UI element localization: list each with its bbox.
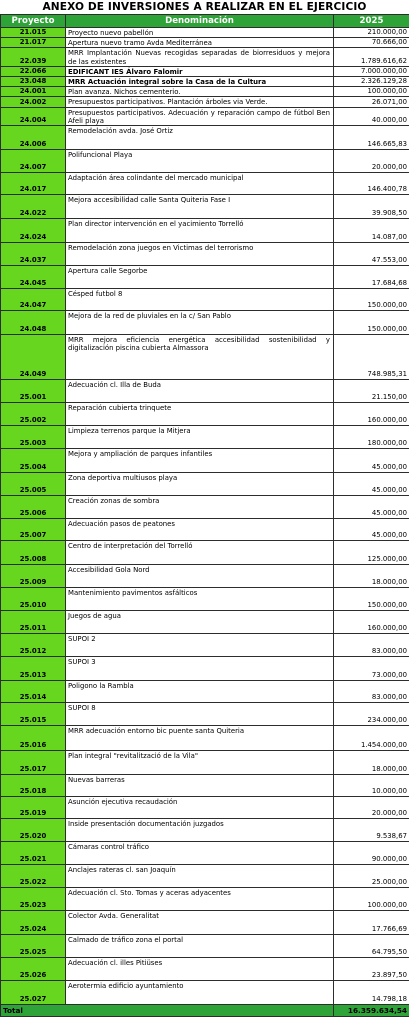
description-cell: Poligono la Rambla	[66, 681, 334, 703]
project-id-cell: 22.039	[1, 48, 66, 66]
amount-cell: 90.000,00	[334, 842, 409, 865]
amount-cell: 25.000,00	[334, 865, 409, 888]
table-row	[1, 473, 409, 496]
table-row	[1, 449, 409, 473]
table-row	[1, 426, 409, 449]
project-id-cell: 25.014	[1, 681, 66, 703]
table-row	[1, 195, 409, 219]
description-cell: Adecuación cl. Sto. Tomas y aceras adyacentes	[66, 888, 334, 911]
amount-cell: 1.454.000,00	[334, 726, 409, 751]
table-row	[1, 865, 409, 888]
project-id-cell: 24.007	[1, 150, 66, 173]
project-id-cell: 22.066	[1, 66, 66, 76]
table-row	[1, 519, 409, 541]
description-cell: Mejora de la red de pluviales en la c/ San Pablo	[66, 311, 334, 335]
description-cell: MRR Actuación integral sobre la Casa de la Cultura	[66, 77, 334, 87]
project-id-cell: 25.026	[1, 958, 66, 981]
description-cell: MRR adecuación entorno bic puente santa Quiteria	[66, 726, 334, 751]
table-row	[1, 958, 409, 981]
description-cell: Adaptación área colindante del mercado municipal	[66, 173, 334, 195]
table-row	[1, 819, 409, 842]
project-id-cell: 24.047	[1, 289, 66, 311]
description-cell: Mejora y ampliación de parques infantiles	[66, 449, 334, 473]
description-cell: Centro de interpretación del Torrelló	[66, 541, 334, 565]
description-cell: Presupuestos participativos. Plantación árboles via Verde.	[66, 97, 334, 107]
project-id-cell: 25.022	[1, 865, 66, 888]
project-id-cell: 24.049	[1, 335, 66, 380]
amount-cell: 125.000,00	[334, 541, 409, 565]
description-cell: Mejora accesibilidad calle Santa Quiteria Fase I	[66, 195, 334, 219]
project-id-cell: 24.022	[1, 195, 66, 219]
table-row	[1, 97, 409, 107]
amount-cell: 83.000,00	[334, 681, 409, 703]
amount-cell: 234.000,00	[334, 703, 409, 726]
amount-cell: 17.766,69	[334, 911, 409, 935]
table-row	[1, 888, 409, 911]
project-id-cell: 24.004	[1, 107, 66, 125]
table-row	[1, 496, 409, 519]
table-row	[1, 243, 409, 266]
project-id-cell: 21.015	[1, 28, 66, 38]
amount-cell: 73.000,00	[334, 657, 409, 681]
project-id-cell: 25.021	[1, 842, 66, 865]
description-cell: Calmado de tráfico zona el portal	[66, 935, 334, 958]
description-cell: Presupuestos participativos. Adecuación y reparación campo de fútbol Ben Afeli playa	[66, 107, 334, 125]
project-id-cell: 24.006	[1, 126, 66, 150]
amount-cell: 100.000,00	[334, 87, 409, 97]
amount-cell: 150.000,00	[334, 289, 409, 311]
amount-cell: 20.000,00	[334, 797, 409, 819]
amount-cell: 2.326.129,28	[334, 77, 409, 87]
amount-cell: 26.071,00	[334, 97, 409, 107]
amount-cell: 45.000,00	[334, 519, 409, 541]
table-row	[1, 842, 409, 865]
description-cell: Colector Avda. Generalitat	[66, 911, 334, 935]
amount-cell: 17.684,68	[334, 266, 409, 289]
amount-cell: 23.897,50	[334, 958, 409, 981]
description-cell: EDIFICANT IES Álvaro Falomir	[66, 66, 334, 76]
table-row	[1, 775, 409, 797]
description-cell: Mantenimiento pavimentos asfálticos	[66, 588, 334, 611]
project-id-cell: 25.015	[1, 703, 66, 726]
header-year: 2025	[334, 15, 409, 28]
project-id-cell: 25.020	[1, 819, 66, 842]
description-cell: Plan avanza. Nichos cementerio.	[66, 87, 334, 97]
table-row	[1, 541, 409, 565]
description-cell: Proyecto nuevo pabellón	[66, 28, 334, 38]
amount-cell: 9.538,67	[334, 819, 409, 842]
description-cell: Asunción ejecutiva recaudación	[66, 797, 334, 819]
description-cell: Apertura nuevo tramo Avda Mediterránea	[66, 38, 334, 48]
description-cell: Zona deportiva multiusos playa	[66, 473, 334, 496]
description-cell: SUPOI 8	[66, 703, 334, 726]
table-row	[1, 28, 409, 38]
project-id-cell: 21.017	[1, 38, 66, 48]
amount-cell: 70.666,00	[334, 38, 409, 48]
amount-cell: 18.000,00	[334, 751, 409, 775]
description-cell: Anclajes rateras cl. san Joaquín	[66, 865, 334, 888]
description-cell: Juegos de agua	[66, 611, 334, 634]
amount-cell: 10.000,00	[334, 775, 409, 797]
description-cell: MRR Implantación Nuevas recogidas separadas de biorresiduos y mejora de las existentes	[66, 48, 334, 66]
amount-cell: 146.400,78	[334, 173, 409, 195]
project-id-cell: 25.017	[1, 751, 66, 775]
amount-cell: 7.000.000,00	[334, 66, 409, 76]
project-id-cell: 25.019	[1, 797, 66, 819]
project-id-cell: 24.001	[1, 87, 66, 97]
description-cell: Creación zonas de sombra	[66, 496, 334, 519]
project-id-cell: 25.023	[1, 888, 66, 911]
table-row	[1, 797, 409, 819]
amount-cell: 1.789.616,62	[334, 48, 409, 66]
total-label: Total	[1, 1005, 334, 1017]
description-cell: Accesibilidad Gola Nord	[66, 565, 334, 588]
project-id-cell: 25.007	[1, 519, 66, 541]
description-cell: Reparación cubierta trinquete	[66, 403, 334, 426]
table-row	[1, 150, 409, 173]
description-cell: SUPOI 3	[66, 657, 334, 681]
amount-cell: 40.000,00	[334, 107, 409, 125]
document-title: ANEXO DE INVERSIONES A REALIZAR EN EL EJERCICIO	[42, 1, 367, 13]
table-footer	[1, 1005, 409, 1017]
amount-cell: 14.798,18	[334, 981, 409, 1005]
amount-cell: 18.000,00	[334, 565, 409, 588]
table-row	[1, 634, 409, 657]
amount-cell: 64.795,50	[334, 935, 409, 958]
amount-cell: 210.000,00	[334, 28, 409, 38]
description-cell: MRR mejora eficiencia energética accesibilidad sostenibilidad y digitalización piscina cubierta Almassora	[66, 335, 334, 380]
table-row	[1, 751, 409, 775]
description-cell: Apertura calle Segorbe	[66, 266, 334, 289]
amount-cell: 45.000,00	[334, 449, 409, 473]
project-id-cell: 25.002	[1, 403, 66, 426]
investment-table	[0, 14, 409, 1017]
project-id-cell: 25.011	[1, 611, 66, 634]
project-id-cell: 24.024	[1, 219, 66, 243]
total-row	[1, 1005, 409, 1017]
amount-cell: 748.985,31	[334, 335, 409, 380]
project-id-cell: 25.003	[1, 426, 66, 449]
amount-cell: 160.000,00	[334, 403, 409, 426]
description-cell: Cámaras control tráfico	[66, 842, 334, 865]
table-row	[1, 611, 409, 634]
amount-cell: 45.000,00	[334, 473, 409, 496]
amount-cell: 150.000,00	[334, 588, 409, 611]
project-id-cell: 24.002	[1, 97, 66, 107]
description-cell: Adecuación cl. illes Pitiüses	[66, 958, 334, 981]
table-row	[1, 911, 409, 935]
project-id-cell: 25.012	[1, 634, 66, 657]
amount-cell: 150.000,00	[334, 311, 409, 335]
table-row	[1, 266, 409, 289]
amount-cell: 83.000,00	[334, 634, 409, 657]
header-description: Denominación	[66, 15, 334, 28]
amount-cell: 47.553,00	[334, 243, 409, 266]
description-cell: Limpieza terrenos parque la Mitjera	[66, 426, 334, 449]
amount-cell: 21.150,00	[334, 380, 409, 403]
table-row	[1, 77, 409, 87]
table-row	[1, 565, 409, 588]
table-row	[1, 703, 409, 726]
amount-cell: 20.000,00	[334, 150, 409, 173]
amount-cell: 45.000,00	[334, 496, 409, 519]
project-id-cell: 25.013	[1, 657, 66, 681]
table-row	[1, 107, 409, 125]
project-id-cell: 23.048	[1, 77, 66, 87]
project-id-cell: 25.001	[1, 380, 66, 403]
amount-cell: 39.908,50	[334, 195, 409, 219]
project-id-cell: 25.009	[1, 565, 66, 588]
project-id-cell: 25.010	[1, 588, 66, 611]
table-header	[1, 15, 409, 28]
project-id-cell: 25.004	[1, 449, 66, 473]
project-id-cell: 25.005	[1, 473, 66, 496]
table-row	[1, 981, 409, 1005]
project-id-cell: 24.037	[1, 243, 66, 266]
description-cell: Remodelación zona juegos en Victimas del terrorismo	[66, 243, 334, 266]
amount-cell: 146.665,83	[334, 126, 409, 150]
description-cell: Inside presentación documentación juzgados	[66, 819, 334, 842]
description-cell: Plan director intervención en el yacimiento Torrelló	[66, 219, 334, 243]
amount-cell: 14.087,00	[334, 219, 409, 243]
table-row	[1, 311, 409, 335]
table-row	[1, 657, 409, 681]
description-cell: Adecuación pasos de peatones	[66, 519, 334, 541]
table-row	[1, 335, 409, 380]
header-project: Proyecto	[1, 15, 66, 28]
project-id-cell: 24.048	[1, 311, 66, 335]
project-id-cell: 24.017	[1, 173, 66, 195]
header-row	[1, 15, 409, 28]
table-row	[1, 66, 409, 76]
project-id-cell: 25.008	[1, 541, 66, 565]
description-cell: Remodelación avda. José Ortiz	[66, 126, 334, 150]
amount-cell: 100.000,00	[334, 888, 409, 911]
total-value: 16.359.634,54	[334, 1005, 409, 1017]
table-row	[1, 38, 409, 48]
description-cell: Adecuación cl. Illa de Buda	[66, 380, 334, 403]
amount-cell: 160.000,00	[334, 611, 409, 634]
project-id-cell: 25.024	[1, 911, 66, 935]
description-cell: Césped futbol 8	[66, 289, 334, 311]
table-row	[1, 588, 409, 611]
table-row	[1, 173, 409, 195]
table-row	[1, 48, 409, 66]
table-row	[1, 935, 409, 958]
description-cell: SUPOI 2	[66, 634, 334, 657]
table-row	[1, 403, 409, 426]
project-id-cell: 25.018	[1, 775, 66, 797]
table-row	[1, 726, 409, 751]
project-id-cell: 25.006	[1, 496, 66, 519]
project-id-cell: 25.025	[1, 935, 66, 958]
table-row	[1, 87, 409, 97]
table-row	[1, 681, 409, 703]
description-cell: Aerotermia edificio ayuntamiento	[66, 981, 334, 1005]
table-body	[1, 28, 409, 1005]
description-cell: Polifuncional Playa	[66, 150, 334, 173]
description-cell: Nuevas barreras	[66, 775, 334, 797]
amount-cell: 180.000,00	[334, 426, 409, 449]
project-id-cell: 24.045	[1, 266, 66, 289]
table-row	[1, 126, 409, 150]
description-cell: Plan integral "revitalització de la Vila"	[66, 751, 334, 775]
project-id-cell: 25.016	[1, 726, 66, 751]
table-row	[1, 219, 409, 243]
table-row	[1, 380, 409, 403]
project-id-cell: 25.027	[1, 981, 66, 1005]
table-row	[1, 289, 409, 311]
